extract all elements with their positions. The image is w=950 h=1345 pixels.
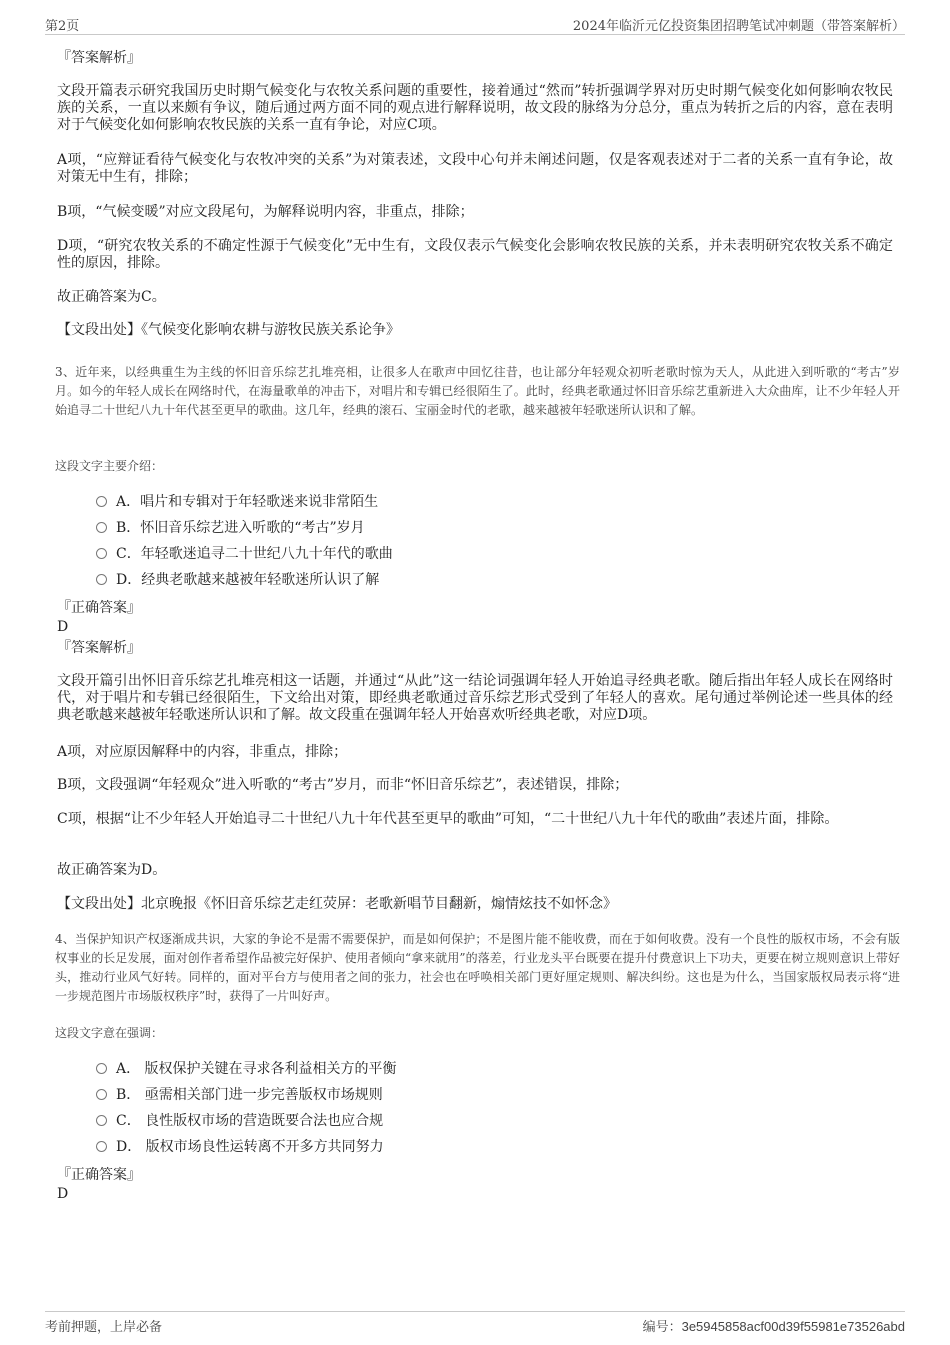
radio-button[interactable] (96, 522, 107, 533)
question-3-option-b[interactable] (96, 518, 365, 538)
analysis-option-d: D项，“研究农牧关系的不确定性源于气候变化”无中生有，文段仅表示气候变化会影响农牧民族的关系，并未表明研究农牧关系不确定性的原因，排除。 (57, 238, 893, 271)
correct-answer: D (57, 619, 69, 635)
radio-button[interactable] (96, 574, 107, 585)
question-3-option-d[interactable] (96, 570, 379, 590)
analysis-option-a: A项，“应辩证看待气候变化与农牧冲突的关系”为对策表述，文段中心句并未阐述问题，仅是客观表述对于二者的关系一直有争论，故对策无中生有，排除； (57, 152, 893, 185)
option-label: A．唱片和专辑对于年轻歌迷来说非常陌生 (116, 494, 379, 510)
page-number: 第2页 (45, 19, 80, 34)
analysis-intro: 文段开篇引出怀旧音乐综艺扎堆亮相这一话题，并通过“从此”这一结论词强调年轻人开始追寻经典老歌。随后指出年轻人成长在网络时代，对于唱片和专辑已经很陌生，下文给出对策，即经典老歌通过音乐综艺形式受到了年轻人的喜欢。尾句通过举例论述一些具体的经典老歌越来越被年轻歌迷所认识和了解。故文段重在强调年轻人开始喜欢听经典老歌，对应D项。 (57, 673, 893, 723)
correct-answer-label: 『正确答案』 (57, 600, 141, 616)
correct-answer: D (57, 1186, 69, 1202)
page-header (45, 14, 905, 35)
correct-answer-label: 『正确答案』 (57, 1167, 141, 1183)
code-value: 3e5945858acf00d39f55981e73526abd (681, 1319, 905, 1334)
analysis-intro: 文段开篇表示研究我国历史时期气候变化与农牧关系问题的重要性，接着通过“然而”转折强调学界对历史时期气候变化如何影响农牧民族的关系，一直以来颇有争议，随后通过两方面不同的观点进行解释说明，故文段的脉络为分总分，重点为转折之后的内容，意在表明对于气候变化如何影响农牧民族的关系一直有争论，对应C项。 (57, 83, 893, 133)
radio-button[interactable] (96, 496, 107, 507)
question-4-text: 4、当保护知识产权逐渐成共识，大家的争论不是需不需要保护，而是如何保护；不是图片能不能收费，而在于如何收费。没有一个良性的版权市场，不会有版权事业的长足发展，面对创作者希望作品被完好保护、使用者倾向“拿来就用”的落差，行业龙头平台既要在提升付费意识上下功夫，更要在树立规则意识上带好头，推动行业风气好转。同样的，面对平台方与使用者之间的张力，社会也在呼唤相关部门更好厘定规则、解决纠纷。这也是为什么，当国家版权局表示将“进一步规范图片市场版权秩序”时，获得了一片叫好声。 (55, 932, 900, 1003)
page-footer (45, 1311, 905, 1335)
option-label: A． 版权保护关键在寻求各利益相关方的平衡 (116, 1061, 397, 1077)
radio-button[interactable] (96, 1115, 107, 1126)
option-label: D．经典老歌越来越被年轻歌迷所认识了解 (116, 572, 380, 588)
radio-button[interactable] (96, 1089, 107, 1100)
document-title: 2024年临沂元亿投资集团招聘笔试冲刺题（带答案解析） (572, 19, 905, 34)
analysis-option-c: C项，根据“让不少年轻人开始追寻二十世纪八九十年代甚至更早的歌曲”可知，“二十世纪八九十年代的歌曲”表述片面，排除。 (57, 811, 839, 827)
analysis-option-b: B项，“气候变暖”对应文段尾句，为解释说明内容，非重点，排除； (57, 204, 474, 220)
question-4-option-a[interactable] (96, 1059, 397, 1079)
analysis-option-b: B项，文段强调“年轻观众”进入听歌的“考古”岁月，而非“怀旧音乐综艺”，表述错误，排除； (57, 777, 629, 793)
analysis-label: 『答案解析』 (57, 640, 141, 656)
analysis-option-a: A项，对应原因解释中的内容，非重点，排除； (57, 744, 348, 760)
question-4-option-b[interactable] (96, 1085, 383, 1105)
analysis-conclusion: 故正确答案为D。 (57, 862, 167, 878)
question-3-option-a[interactable] (96, 492, 378, 512)
option-label: B．怀旧音乐综艺进入听歌的“考古”岁月 (116, 520, 365, 536)
analysis-label: 『答案解析』 (57, 50, 141, 66)
option-label: D． 版权市场良性运转离不开多方共同努力 (116, 1139, 384, 1155)
analysis-conclusion: 故正确答案为C。 (57, 289, 166, 305)
document-code (643, 1316, 905, 1335)
analysis-source: 【文段出处】《气候变化影响农耕与游牧民族关系论争》 (57, 322, 400, 338)
option-label: C．年轻歌迷追寻二十世纪八九十年代的歌曲 (116, 546, 393, 562)
radio-button[interactable] (96, 1141, 107, 1152)
radio-button[interactable] (96, 1063, 107, 1074)
code-label: 编号： (642, 1320, 682, 1335)
question-3-stem: 这段文字主要介绍： (55, 459, 164, 473)
analysis-source: 【文段出处】北京晚报《怀旧音乐综艺走红荧屏：老歌新唱节目翻新，煽情炫技不如怀念》 (57, 896, 617, 912)
radio-button[interactable] (96, 548, 107, 559)
question-3-option-c[interactable] (96, 544, 393, 564)
footer-slogan: 考前押题，上岸必备 (45, 1320, 163, 1335)
question-4-stem: 这段文字意在强调： (55, 1026, 164, 1040)
question-4-option-d[interactable] (96, 1137, 384, 1157)
question-4-option-c[interactable] (96, 1111, 383, 1131)
option-label: B． 亟需相关部门进一步完善版权市场规则 (116, 1087, 383, 1103)
option-label: C． 良性版权市场的营造既要合法也应合规 (116, 1113, 384, 1129)
question-3-text: 3、近年来，以经典重生为主线的怀旧音乐综艺扎堆亮相，让很多人在歌声中回忆往昔，也让部分年轻观众初听老歌时惊为天人，从此进入到听歌的“考古”岁月。如今的年轻人成长在网络时代，在海量歌单的冲击下，对唱片和专辑已经很陌生了。此时，经典老歌通过怀旧音乐综艺重新进入大众曲库，让不少年轻人开始追寻二十世纪八九十年代甚至更早的歌曲。这几年，经典的滚石、宝丽金时代的老歌，越来越被年轻歌迷所认识和了解。 (55, 365, 900, 417)
